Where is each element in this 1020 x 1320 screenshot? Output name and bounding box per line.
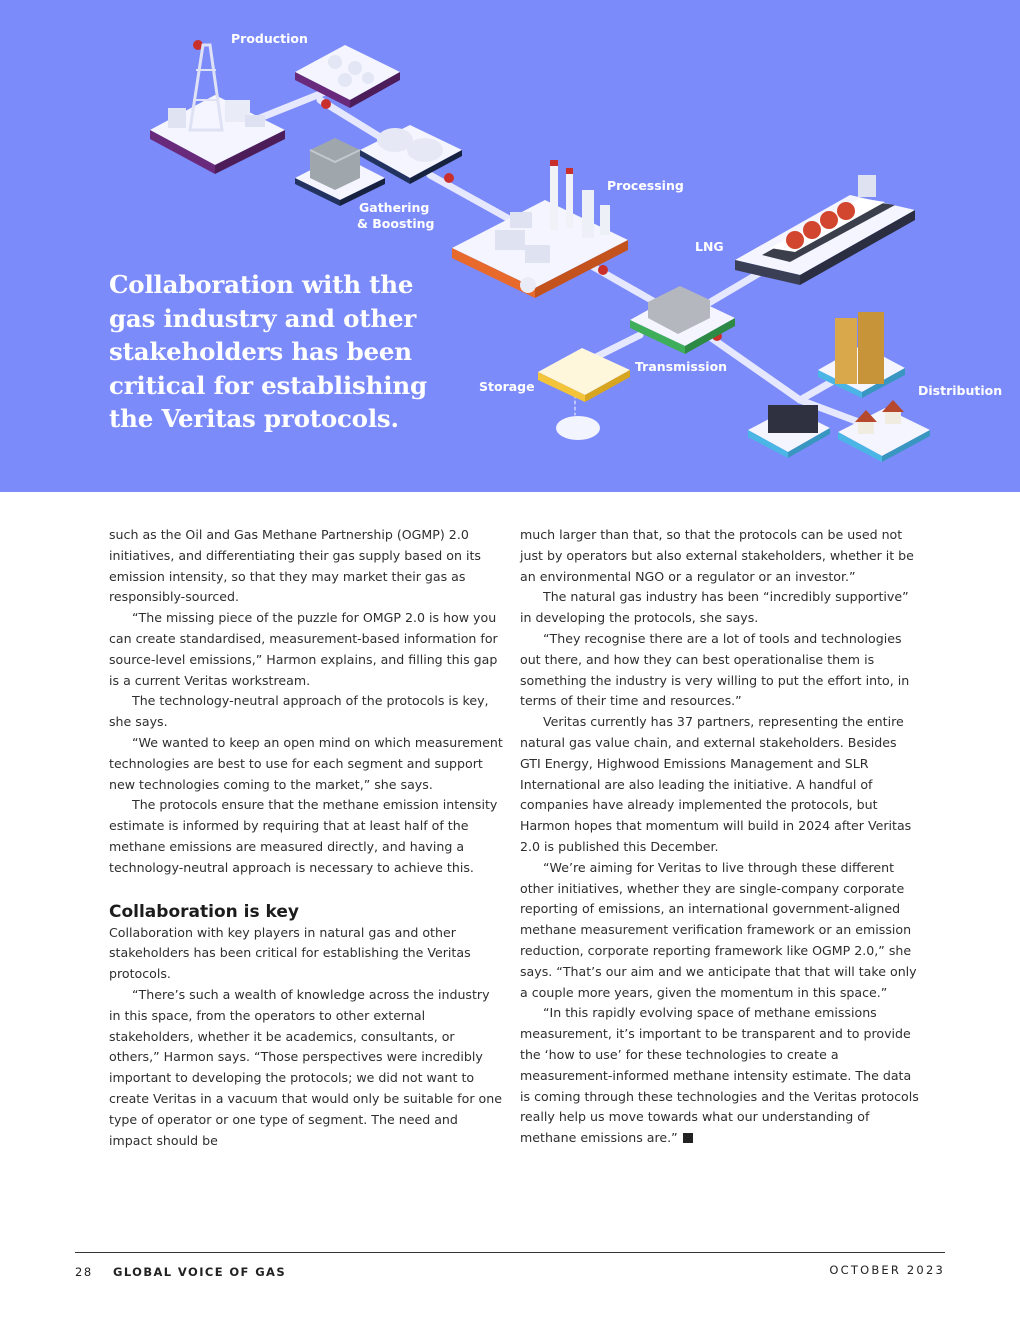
- paragraph: “We wanted to keep an open mind on which measurement technologies are best to use for each segment and support new technologies coming to the market,” she says.: [109, 734, 503, 792]
- processing-plant: [452, 160, 628, 298]
- paragraph-final: [520, 1003, 920, 1149]
- label-lng: LNG: [695, 239, 724, 254]
- issue-date: OCTOBER 2023: [829, 1263, 945, 1277]
- page-number: 28: [75, 1265, 93, 1279]
- footer-rule: [75, 1252, 945, 1253]
- label-production: Production: [231, 31, 308, 46]
- production-platform: [150, 45, 285, 174]
- gathering-facility: [295, 125, 462, 206]
- publication-name: GLOBAL VOICE OF GAS: [113, 1265, 287, 1279]
- paragraph: Collaboration with key players in natural gas and other stakeholders has been critical for establishing the Veritas protocols.: [109, 924, 471, 982]
- distribution-network: [748, 312, 930, 462]
- label-gathering-line2: & Boosting: [357, 216, 435, 231]
- section-subhead: Collaboration is key: [109, 901, 299, 922]
- paragraph: such as the Oil and Gas Methane Partnership (OGMP) 2.0 initiatives, and differentiating their gas supply based on its emission intensity, so that they may market their gas as responsibly-sourced.: [109, 527, 481, 605]
- article-right-column: [520, 525, 920, 1149]
- paragraph: “The missing piece of the puzzle for OMGP 2.0 is how you can create standardised, measurement-based information for source-level emissions,” Harmon explains, and filling this gap is a current Veritas workstream.: [109, 610, 498, 688]
- pull-quote: Collaboration with the gas industry and other stakeholders has been critical for establishing the Veritas protocols.: [109, 270, 427, 433]
- paragraph: The technology-neutral approach of the protocols is key, she says.: [109, 693, 489, 730]
- paragraph: Veritas currently has 37 partners, representing the entire natural gas value chain, and external stakeholders. Besides GTI Energy, Highwood Emissions Management and SLR International are also leading the initiative. A handful of companies have already implemented the protocols, but Harmon hopes that momentum will build in 2024 after Veritas 2.0 is published this December.: [520, 714, 912, 854]
- paragraph: “There’s such a wealth of knowledge across the industry in this space, from the operators to other external stakeholders, whether it be academics, consultants, or others,” Harmon says. “Those perspectives were incredibly important to developing the protocols; we did not want to create Veritas in a vacuum that would only be suitable for one type of operator or one type of segment. The need and impact should be: [109, 986, 502, 1148]
- hero-illustration: [0, 0, 1020, 492]
- label-transmission: Transmission: [635, 359, 728, 374]
- paragraph: “We’re aiming for Veritas to live through these different other initiatives, whether they are single-company corporate reporting of emissions, an international government-aligned methane measurement verification framework or an emission reduction, corporate reporting framework like OGMP 2.0,” she says. “That’s our aim and we anticipate that that will take only a couple more years, given the momentum in this space.”: [520, 859, 917, 1000]
- paragraph-text: “In this rapidly evolving space of methane emissions measurement, it’s important to be transparent and to provide the ‘how to use’ for these technologies to create a measurement-informed methane intensity estimate. The data is coming through these technologies and the Veritas protocols really help us move towards what our understanding of methane emissions are.”: [520, 1005, 919, 1146]
- label-storage: Storage: [479, 379, 535, 394]
- paragraph: much larger than that, so that the protocols can be used not just by operators but also external stakeholders, whether it be an environmental NGO or a regulator or an investor.”: [520, 527, 914, 584]
- label-gathering-line1: Gathering: [359, 200, 430, 215]
- label-processing: Processing: [607, 178, 684, 193]
- paragraph: “They recognise there are a lot of tools and technologies out there, and how they can best operationalise them is something the industry is very willing to put the effort into, in terms of their time and resources.”: [520, 630, 910, 709]
- storage-site: [538, 348, 630, 440]
- article-left-column: [109, 525, 504, 1151]
- end-of-article-mark: [683, 1133, 693, 1143]
- lng-terminal: [735, 175, 915, 285]
- paragraph: The natural gas industry has been “incredibly supportive” in developing the protocols, she says.: [520, 589, 909, 626]
- label-distribution: Distribution: [918, 383, 1003, 398]
- paragraph: The protocols ensure that the methane emission intensity estimate is informed by requiring that at least half of the methane emissions are measured directly, and having a technology-neutral approach is necessary to achieve this.: [109, 797, 498, 875]
